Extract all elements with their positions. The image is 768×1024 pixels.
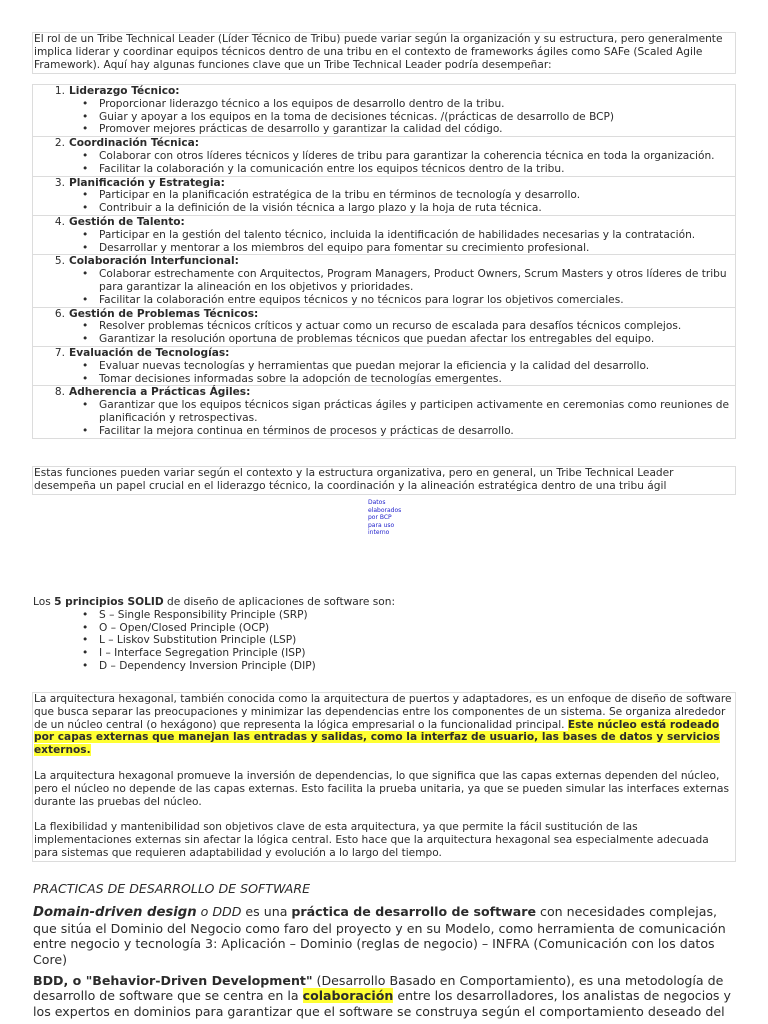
ddd-rest: con necesidades complejas, que sitúa el Dominio del Negocio como faro del proyecto y en su Modelo, como herramienta de comunicación entre negocio y tecnología 3: Aplicación – Dominio (reglas de negocio) – INFRA (Comunicación con los datos Core) bbox=[33, 904, 726, 967]
function-item bbox=[33, 216, 735, 255]
function-title: Coordinación Técnica: bbox=[69, 137, 200, 150]
function-title: Gestión de Talento: bbox=[69, 215, 185, 228]
ddd-title: Domain-driven design bbox=[33, 905, 197, 921]
solid-section bbox=[33, 596, 733, 673]
function-item bbox=[33, 85, 735, 137]
ddd-bold: práctica de desarrollo de software bbox=[291, 904, 537, 920]
function-number: 6. bbox=[54, 307, 65, 320]
function-bullet: • Facilitar la colaboración y la comunicación entre los equipos técnicos dentro de la tribu. bbox=[99, 163, 735, 176]
function-bullet: • Promover mejores prácticas de desarrollo y garantizar la calidad del código. bbox=[99, 123, 735, 136]
function-bullet: • Colaborar con otros líderes técnicos y líderes de tribu para garantizar la coherencia técnica en toda la organización. bbox=[99, 150, 735, 163]
intro-box bbox=[32, 32, 736, 74]
function-title: Liderazgo Técnico: bbox=[69, 85, 180, 97]
function-title: Adherencia a Prácticas Ágiles: bbox=[69, 386, 251, 399]
function-bullets bbox=[33, 189, 735, 215]
solid-intro bbox=[33, 596, 733, 609]
function-item bbox=[33, 255, 735, 307]
bdd-mid: (Desarrollo Basado en Comportamiento), es una metodología de desarrollo de software que se centra en la bbox=[33, 973, 724, 1004]
function-title: Gestión de Problemas Técnicos: bbox=[69, 307, 259, 320]
function-bullet: • Facilitar la mejora continua en términos de procesos y prácticas de desarrollo. bbox=[99, 425, 735, 438]
function-number: 2. bbox=[54, 137, 65, 150]
function-heading bbox=[33, 137, 735, 150]
function-item bbox=[33, 177, 735, 216]
function-item bbox=[33, 386, 735, 437]
function-title: Colaboración Interfuncional: bbox=[69, 255, 239, 268]
function-title: Planificación y Estrategia: bbox=[69, 176, 225, 189]
function-heading bbox=[33, 255, 735, 268]
function-number: 1. bbox=[54, 85, 65, 97]
function-number: 8. bbox=[54, 386, 65, 399]
ddd-mid: es una bbox=[241, 904, 292, 920]
practices-heading: PRACTICAS DE DESARROLLO DE SOFTWARE bbox=[33, 881, 311, 896]
hexagonal-paragraph-1 bbox=[33, 693, 735, 757]
ddd-abbr: DDD bbox=[212, 904, 242, 920]
function-item bbox=[33, 347, 735, 386]
function-number: 3. bbox=[54, 176, 65, 189]
function-bullets bbox=[33, 399, 735, 437]
function-bullet: • Participar en la planificación estratégica de la tribu en términos de tecnología y desarrollo. bbox=[99, 189, 735, 202]
function-bullet: • Resolver problemas técnicos críticos y actuar como un recurso de escalada para desafíos técnicos complejos. bbox=[99, 320, 735, 333]
function-bullets bbox=[33, 268, 735, 306]
function-heading bbox=[33, 308, 735, 321]
function-bullet: • Garantizar que los equipos técnicos sigan prácticas ágiles y participen activamente en ceremonias como reuniones de planificación y retrospectivas. bbox=[99, 399, 735, 425]
hexagonal-p1-text: La arquitectura hexagonal, también conocida como la arquitectura de puertos y adaptadores, es un enfoque de diseño de software que busca separar las preocupaciones y minimizar las dependencias entre los componentes de un sistema. Se organiza alrededor de un núcleo central (o hexágono) que representa la lógica empresarial o la funcionalidad principal. bbox=[34, 693, 732, 731]
function-title: Evaluación de Tecnologías: bbox=[69, 346, 230, 359]
function-bullet: • Participar en la gestión del talento técnico, incluida la identificación de habilidades necesarias y la contratación. bbox=[99, 229, 735, 242]
function-item bbox=[33, 137, 735, 176]
function-number: 5. bbox=[54, 255, 65, 268]
function-bullet: • Evaluar nuevas tecnologías y herramientas que puedan mejorar la eficiencia y la calidad del desarrollo. bbox=[99, 360, 735, 373]
solid-item: • I – Interface Segregation Principle (ISP) bbox=[99, 647, 733, 660]
function-bullets bbox=[33, 98, 735, 136]
function-heading bbox=[33, 177, 735, 190]
hexagonal-p1-highlight: Este núcleo está rodeado por capas externas que manejan las entradas y salidas, como la interfaz de usuario, las bases de datos y servicios externos. bbox=[34, 718, 720, 757]
solid-item: • O – Open/Closed Principle (OCP) bbox=[99, 622, 733, 635]
function-number: 4. bbox=[54, 215, 65, 228]
solid-intro-post: de diseño de aplicaciones de software son: bbox=[163, 596, 396, 608]
hexagonal-box bbox=[32, 692, 736, 862]
function-number: 7. bbox=[54, 346, 65, 359]
functions-box bbox=[32, 84, 736, 439]
function-bullet: • Guiar y apoyar a los equipos en la toma de decisiones técnicas. /(prácticas de desarrollo de BCP) bbox=[99, 111, 735, 124]
function-bullet: • Colaborar estrechamente con Arquitectos, Program Managers, Product Owners, Scrum Masters y otros líderes de tribu para garantizar la alineación en los objetivos y prioridades. bbox=[99, 268, 735, 294]
data-stamp: Datos elaborados por BCP para uso interno bbox=[368, 499, 402, 537]
function-bullets bbox=[33, 150, 735, 176]
function-bullet: • Contribuir a la definición de la visión técnica a largo plazo y la hoja de ruta técnica. bbox=[99, 202, 735, 215]
function-bullets bbox=[33, 229, 735, 255]
function-heading bbox=[33, 216, 735, 229]
ddd-o: o bbox=[196, 904, 213, 920]
ddd-paragraph bbox=[33, 904, 739, 967]
function-bullet: • Desarrollar y mentorar a los miembros del equipo para fomentar su crecimiento profesional. bbox=[99, 242, 735, 255]
solid-intro-pre: Los bbox=[33, 596, 55, 608]
closing-box bbox=[32, 466, 736, 495]
bdd-highlight: colaboración bbox=[302, 988, 394, 1004]
function-heading bbox=[33, 85, 735, 98]
function-bullets bbox=[33, 320, 735, 346]
solid-item: • S – Single Responsibility Principle (SRP) bbox=[99, 609, 733, 622]
solid-intro-bold: 5 principios SOLID bbox=[54, 596, 164, 608]
solid-item: • D – Dependency Inversion Principle (DIP) bbox=[99, 660, 733, 673]
bdd-rest: entre los desarrolladores, los analistas de negocios y los expertos en dominios para garantizar que el software se construya según el comportamiento deseado del bbox=[33, 988, 731, 1019]
bdd-title: BDD, o "Behavior-Driven Development" bbox=[33, 973, 313, 989]
function-bullet: • Facilitar la colaboración entre equipos técnicos y no técnicos para lograr los objetivos comerciales. bbox=[99, 294, 735, 307]
function-bullet: • Garantizar la resolución oportuna de problemas técnicos que puedan afectar los entregables del equipo. bbox=[99, 333, 735, 346]
function-heading bbox=[33, 386, 735, 399]
function-bullet: • Proporcionar liderazgo técnico a los equipos de desarrollo dentro de la tribu. bbox=[99, 98, 735, 111]
function-heading bbox=[33, 347, 735, 360]
hexagonal-paragraph-3: La flexibilidad y mantenibilidad son objetivos clave de esta arquitectura, ya que permite la fácil sustitución de las implementaciones externas sin afectar la lógica central. Esto hace que la arquitectura hexagonal sea especialmente adecuada para sistemas que requieren adaptabilidad y evolución a lo largo del tiempo. bbox=[34, 821, 709, 859]
intro-paragraph: El rol de un Tribe Technical Leader (Líder Técnico de Tribu) puede variar según la organización y su estructura, pero generalmente implica liderar y coordinar equipos técnicos dentro de una tribu en el contexto de frameworks ágiles como SAFe (Scaled Agile Framework). Aquí hay algunas funciones clave que un Tribe Technical Leader podría desempeñar: bbox=[34, 33, 723, 71]
function-item bbox=[33, 308, 735, 347]
hexagonal-paragraph-2: La arquitectura hexagonal promueve la inversión de dependencias, lo que significa que las capas externas dependen del núcleo, pero el núcleo no depende de las capas externas. Esto facilita la prueba unitaria, ya que se pueden simular las interfaces externas durante las pruebas del núcleo. bbox=[34, 769, 729, 808]
practices-section bbox=[33, 881, 739, 1019]
function-bullet: • Tomar decisiones informadas sobre la adopción de tecnologías emergentes. bbox=[99, 373, 735, 386]
functions-list bbox=[33, 85, 735, 438]
solid-item: • L – Liskov Substitution Principle (LSP) bbox=[99, 634, 733, 647]
closing-paragraph: Estas funciones pueden variar según el contexto y la estructura organizativa, pero en general, un Tribe Technical Leader desempeña un papel crucial en el liderazgo técnico, la coordinación y la alineación estratégica dentro de una tribu ágil bbox=[34, 467, 674, 492]
function-bullets bbox=[33, 360, 735, 386]
solid-list bbox=[33, 609, 733, 673]
bdd-paragraph bbox=[33, 973, 739, 1019]
